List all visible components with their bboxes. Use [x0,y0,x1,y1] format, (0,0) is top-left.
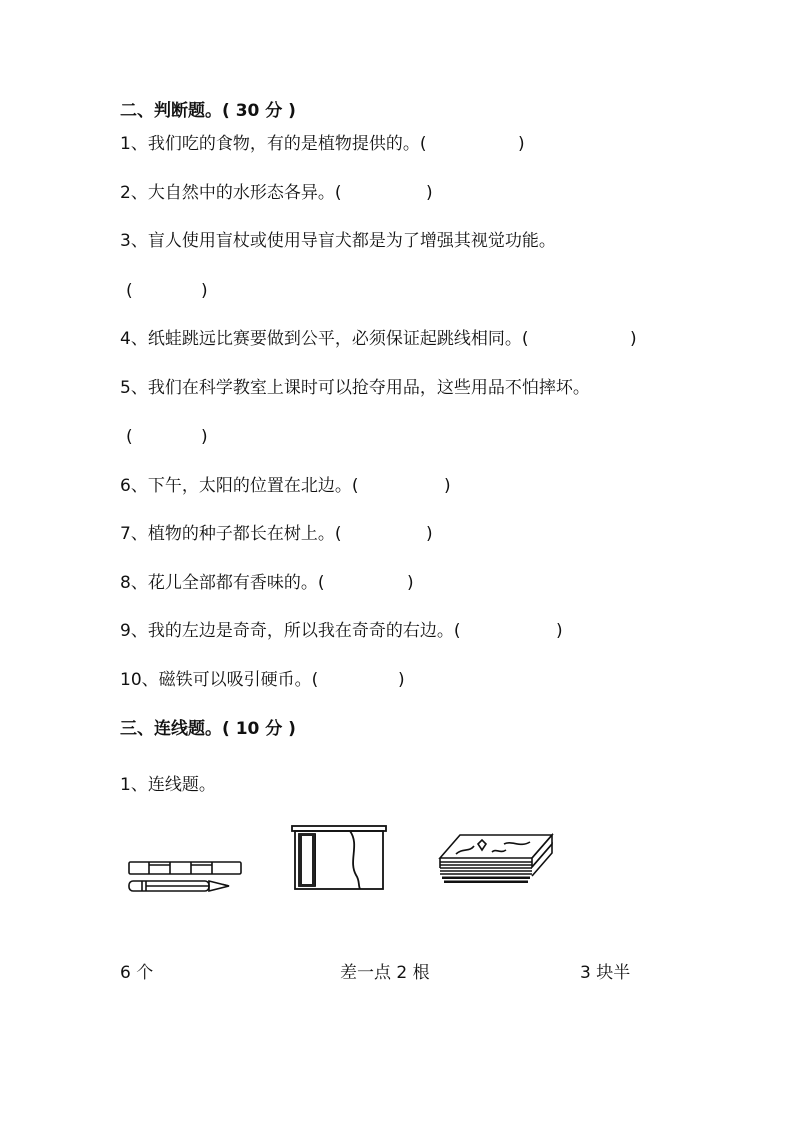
question-9: 9、我的左边是奇奇，所以我在奇奇的右边。( [120,621,461,641]
matching-question-1: 1、连线题。 [120,775,216,795]
answer-paren-close-2: ) [426,183,433,203]
pencil-and-eraser-ruler-picture [126,858,246,896]
answer-paren-open-5: ( [126,427,133,447]
question-5: 5、我们在科学教室上课时可以抢夺用品，这些用品不怕摔坏。 [120,378,590,398]
question-6: 6、下午，太阳的位置在北边。( [120,476,359,496]
matching-answer-2: 差一点 2 根 [340,963,430,983]
matching-answer-3: 3 块半 [580,963,631,983]
question-10: 10、磁铁可以吸引硬币。( [120,670,319,690]
question-8: 8、花儿全部都有香味的。( [120,573,325,593]
question-2: 2、大自然中的水形态各异。( [120,183,342,203]
answer-paren-open-3: ( [126,281,133,301]
answer-paren-close-7: ) [426,524,433,544]
question-4: 4、纸蛙跳远比赛要做到公平，必须保证起跳线相同。( [120,329,529,349]
question-3: 3、盲人使用盲杖或使用导盲犬都是为了增强其视觉功能。 [120,231,556,251]
section-2-title: 二、判断题。( 30 分 ) [120,101,296,121]
answer-paren-close-8: ) [407,573,414,593]
question-7: 7、植物的种子都长在树上。( [120,524,342,544]
section-3-title: 三、连线题。( 10 分 ) [120,719,296,739]
matching-answer-1: 6 个 [120,963,154,983]
stacked-books-picture [434,832,556,890]
question-1: 1、我们吃的食物，有的是植物提供的。( [120,134,427,154]
answer-paren-close-10: ) [398,670,405,690]
answer-paren-close-6: ) [444,476,451,496]
answer-paren-close-9: ) [556,621,563,641]
book-picture [290,823,390,893]
answer-paren-close-1: ) [518,134,525,154]
answer-paren-close-3: ) [201,281,208,301]
answer-paren-close-5: ) [201,427,208,447]
answer-paren-close-4: ) [630,329,637,349]
